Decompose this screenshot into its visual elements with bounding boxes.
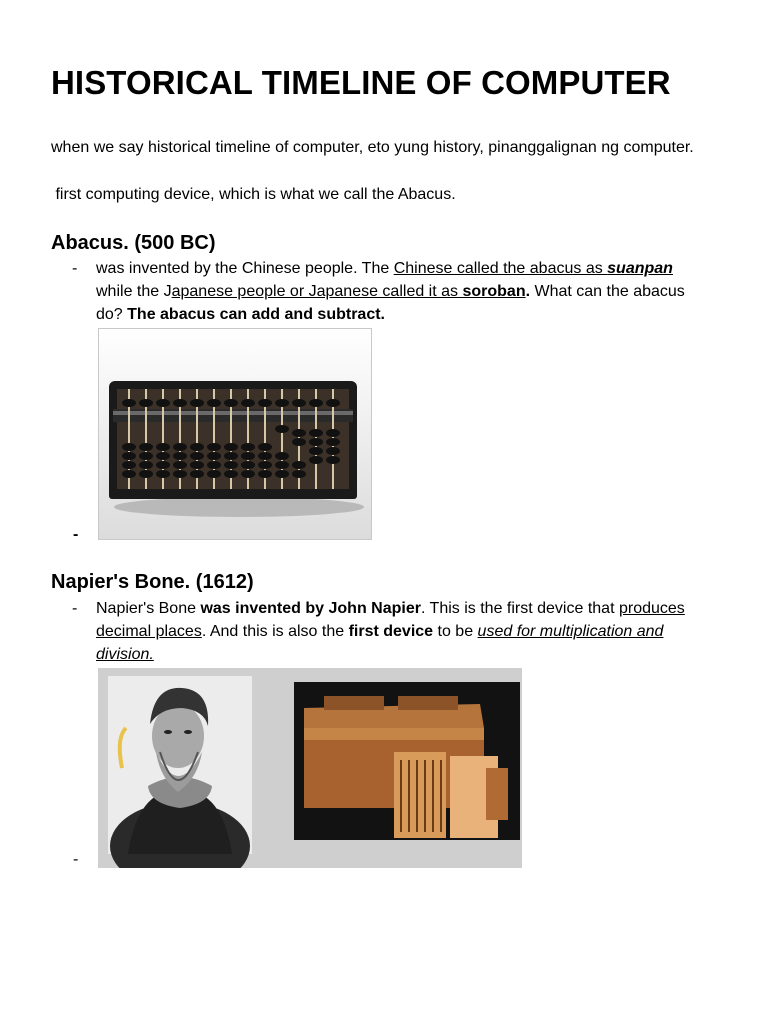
page-title: HISTORICAL TIMELINE OF COMPUTER [51,64,671,101]
text-span: Napier's Bone [96,600,201,617]
underlined-text: decimal places [96,623,202,640]
italic-underlined-text: division. [96,646,154,663]
abacus-photo-icon [99,329,371,539]
text-span: was invented by the Chinese people. The [96,260,394,277]
bold-text: was invented by John Napier [200,600,421,617]
text-span: to be [433,623,478,640]
text-span: do? [96,306,128,323]
napiers-bones-device-icon [294,682,520,840]
napier-bullet-line-3 [96,646,154,664]
text-span: . This is the first device that [420,600,619,617]
john-napier-portrait-icon [108,676,252,868]
napier-composite-icon [98,668,522,868]
napier-bullet-line-1 [96,600,685,618]
bullet-dash: - [72,600,78,617]
napier-bullet-line-2 [96,623,663,641]
term-suanpan: suanpan [607,260,673,277]
term-soroban: soroban [462,283,526,300]
napier-image [98,668,522,868]
text-span: while the J [96,283,172,300]
intro-paragraph: when we say historical timeline of computer, eto yung history, pinanggalignan ng computer. [51,139,694,156]
intro-paragraph-2: first computing device, which is what we call the Abacus. [51,186,456,203]
text-span: . And this is also the [201,623,349,640]
underlined-text: Chinese called the abacus as [393,260,608,277]
trailing-dash: - [73,526,79,543]
bold-text: first device [348,623,434,640]
abacus-image [98,328,372,540]
underlined-text: produces [618,600,685,617]
trailing-dash: - [73,851,79,868]
bullet-dash: - [72,260,78,277]
bold-statement: The abacus can add and subtract. [127,306,385,323]
abacus-bullet-line-1 [96,260,673,278]
underlined-text: apanese people or Japanese called it as [171,283,463,300]
napier-heading: Napier's Bone. (1612) [51,571,254,593]
text-span: What can the abacus [530,283,685,300]
abacus-bullet-line-3 [96,306,385,324]
abacus-heading: Abacus. (500 BC) [51,232,216,254]
abacus-bullet-line-2 [96,283,685,301]
text-span: . [525,283,531,300]
italic-underlined-text: used for multiplication and [477,623,664,640]
